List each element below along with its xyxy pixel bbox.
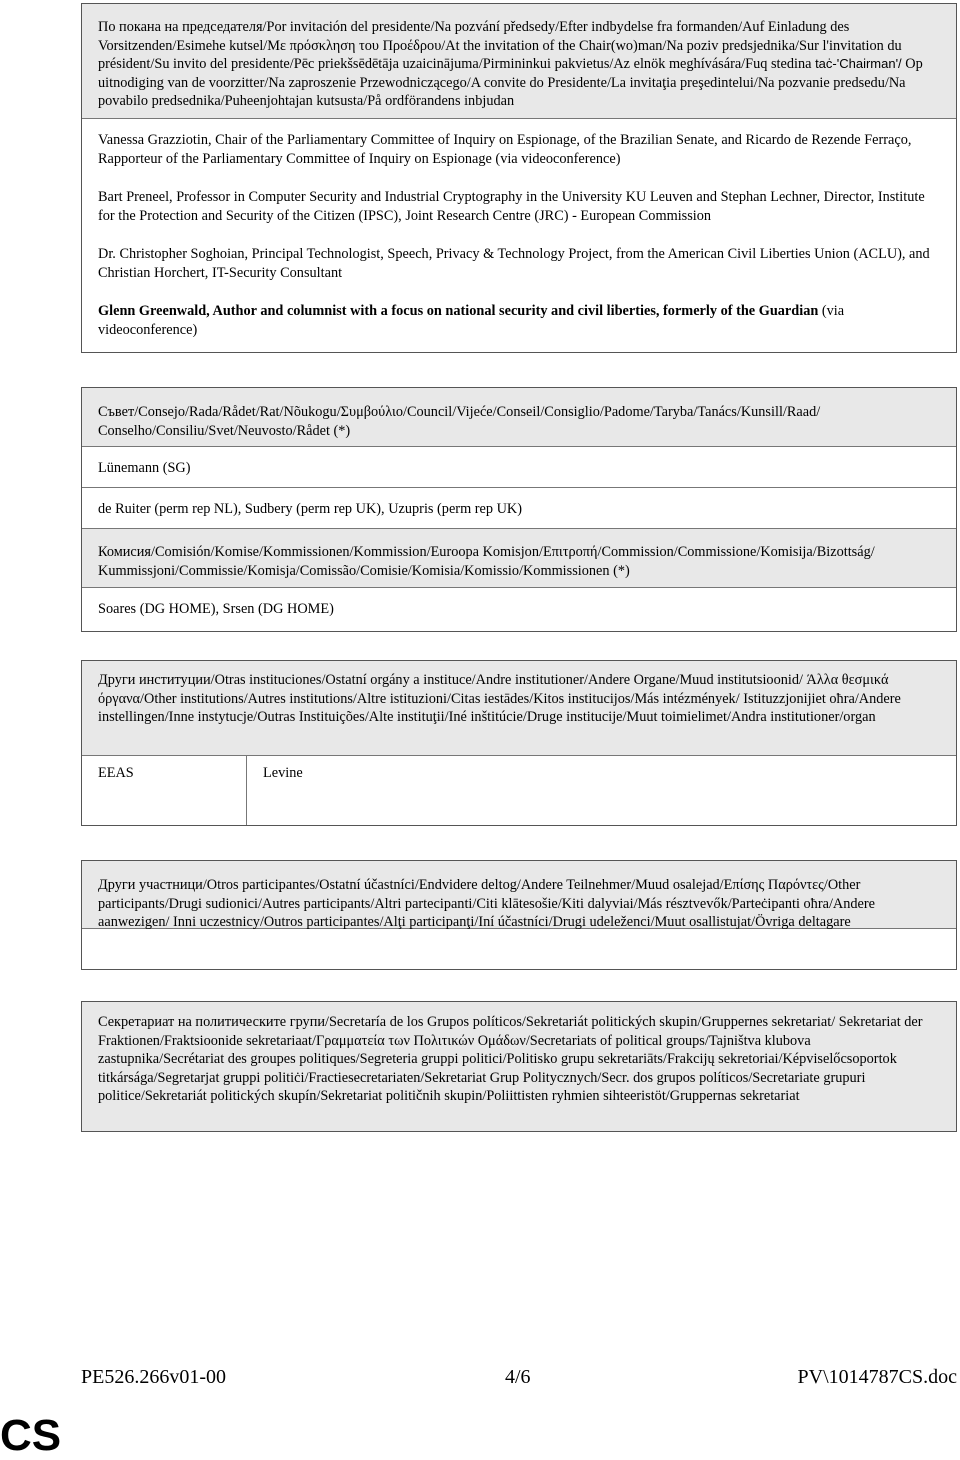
person-name: Levine xyxy=(263,765,303,781)
invited-person-4-note: (via videoconference) xyxy=(98,303,845,338)
invited-person-4-name: Glenn Greenwald, Author and columnist with a focus on national security and civil liberties, formerly of the Guardian xyxy=(98,303,819,319)
doc-ref: PE526.266v01-00 xyxy=(81,1366,226,1388)
council-header: Съвет/Consejo/Rada/Rådet/Rat/Nõukogu/Συμβούλιο/Council/Vijeće/Conseil/Consiglio/Padome/Taryba/Tanács/Kunsill/Raad/ Conselho/Consiliu/Svet/Neuvosto/Rådet (*) xyxy=(98,404,821,439)
council-row-2 xyxy=(82,487,956,528)
commission-header-row xyxy=(82,528,956,587)
secretariat-header-row xyxy=(82,1002,956,1131)
other-participants-box xyxy=(81,860,957,970)
page-number: 4/6 xyxy=(505,1366,531,1388)
org-name: EEAS xyxy=(98,765,134,781)
other-institutions-table-row xyxy=(82,755,956,825)
council-line-2: de Ruiter (perm rep NL), Sudbery (perm rep UK), Uzupris (perm rep UK) xyxy=(98,501,522,517)
invited-header-sans: taċ-'Chairman'/ xyxy=(815,56,902,71)
invited-header-text: По покана на председателя/Por invitación del presidente/Na pozvání předsedy/Efter indbydelse fra formanden/Auf Einladung des Vorsitzenden/Esimehe kutsel/Με πρόσκληση του Προέδρου/At the invitation of the Chair(wo)man/Na poziv predsjednika/Sur l'invitation du président/Su invito del presidente/Pēc priekšsēdētāja uzaicinājuma/Pirmininkui pakvietus/Az elnök meghívására/Fuq stedina xyxy=(98,19,902,72)
invited-person-1: Vanessa Grazziotin, Chair of the Parliamentary Committee of Inquiry on Espionage, of the Brazilian Senate, and Ricardo de Rezende Ferraço, Rapporteur of the Parliamentary Committee of Inquiry on Espionage (via videoconference) xyxy=(98,132,912,167)
invited-person-4 xyxy=(98,302,940,339)
secretariat-box xyxy=(81,1001,957,1132)
other-institutions-box xyxy=(81,660,957,826)
other-institutions-header-row xyxy=(82,661,956,755)
invited-header-row xyxy=(82,4,956,118)
invited-header-text-2: Op uitnodiging van de voorzitter/Na zaproszenie Przewodniczącego/A convite do Presidente/La invitaţia preşedintelui/Na pozvanie predsedu/Na povabilo predsednika/Puheenjohtajan kutsusta/På ordförandens inbjudan xyxy=(98,56,923,109)
invited-list-row xyxy=(82,118,956,352)
page-footer xyxy=(81,1366,957,1392)
commission-header: Комисия/Comisión/Komise/Kommissionen/Kommission/Euroopa Komisjon/Επιτροπή/Commission/Commissione/Komisija/Bizottság/ Kummissjoni/Commissie/Komisja/Comissão/Comisie/Komisia/Komissio/Kommissionen (*) xyxy=(98,544,875,579)
org-cell xyxy=(82,756,246,825)
invited-box xyxy=(81,3,957,353)
invited-header xyxy=(98,18,940,111)
commission-row xyxy=(82,587,956,631)
person-cell xyxy=(246,756,956,825)
other-participants-empty-row xyxy=(82,928,956,969)
other-participants-header-row xyxy=(82,861,956,928)
file-name: PV\1014787CS.doc xyxy=(797,1366,957,1388)
council-line-1: Lünemann (SG) xyxy=(98,460,191,476)
invited-person-2: Bart Preneel, Professor in Computer Security and Industrial Cryptography in the University KU Leuven and Stephan Lechner, Director, Institute for the Protection and Security of the Citizen (IPSC), Joint Research Centre (JRC) - European Commission xyxy=(98,189,925,224)
other-institutions-header: Други институции/Otras instituciones/Ostatní orgány a instituce/Andre institutioner/Andere Organe/Muud institutsioonid/ Άλλα θεσμικά όργανα/Other institutions/Autres institutions/Altre istituzioni/Citas iestādes/Kitos institucijos/Más intézmények/ Istituzzjonijiet oħra/Andere instellingen/Inne instytucje/Outras Instituições/Alte instituţii/Iné inštitúcie/Druge institucije/Muut toimielimet/Andra institutioner/organ xyxy=(98,672,901,725)
invited-person-3: Dr. Christopher Soghoian, Principal Technologist, Speech, Privacy & Technology Project, from the American Civil Liberties Union (ACLU), and Christian Horchert, IT-Security Consultant xyxy=(98,246,930,281)
language-code: CS xyxy=(0,1411,62,1460)
other-participants-header: Други участници/Otros participantes/Ostatní účastníci/Endvidere deltog/Andere Teilnehmer/Muud osalejad/Επίσης Παρόντες/Other participants/Drugi sudionici/Autres participants/Altri partecipanti/Citi klātesošie/Kiti dalyviai/Más résztvevők/Parteċipanti oħra/Andere aanwezigen/ Inni uczestnicy/Outros participantes/Alţi participanţi/Iní účastníci/Drugi udeleženci/Muut osallistujat/Övriga deltagare xyxy=(98,877,875,930)
council-row-1 xyxy=(82,446,956,487)
council-header-row xyxy=(82,388,956,446)
commission-line: Soares (DG HOME), Srsen (DG HOME) xyxy=(98,601,334,617)
council-box xyxy=(81,387,957,632)
secretariat-header: Секретариат на политическите групи/Secretaría de los Grupos políticos/Sekretariát politických skupin/Gruppernes sekretariat/ Sekretariat der Fraktionen/Fraktsioonide sekretariaat/Γραμματεία των Πολιτικών Ομάδων/Secretariats of political groups/Tajništva klubova zastupnika/Secrétariat des groupes politiques/Segreteria gruppi politici/Politisko grupu sekretariāts/Frakcijų sekretoriai/Képviselőcsoportok titkársága/Segretarjat gruppi politiċi/Fractiesecretariaten/Sekretariat Grup Politycznych/Secr. dos grupos políticos/Secretariate grupuri politice/Sekretariát politických skupín/Sekretariat političnih skupin/Poliittisten ryhmien sihteeristöt/Gruppernas sekretariat xyxy=(98,1014,923,1104)
